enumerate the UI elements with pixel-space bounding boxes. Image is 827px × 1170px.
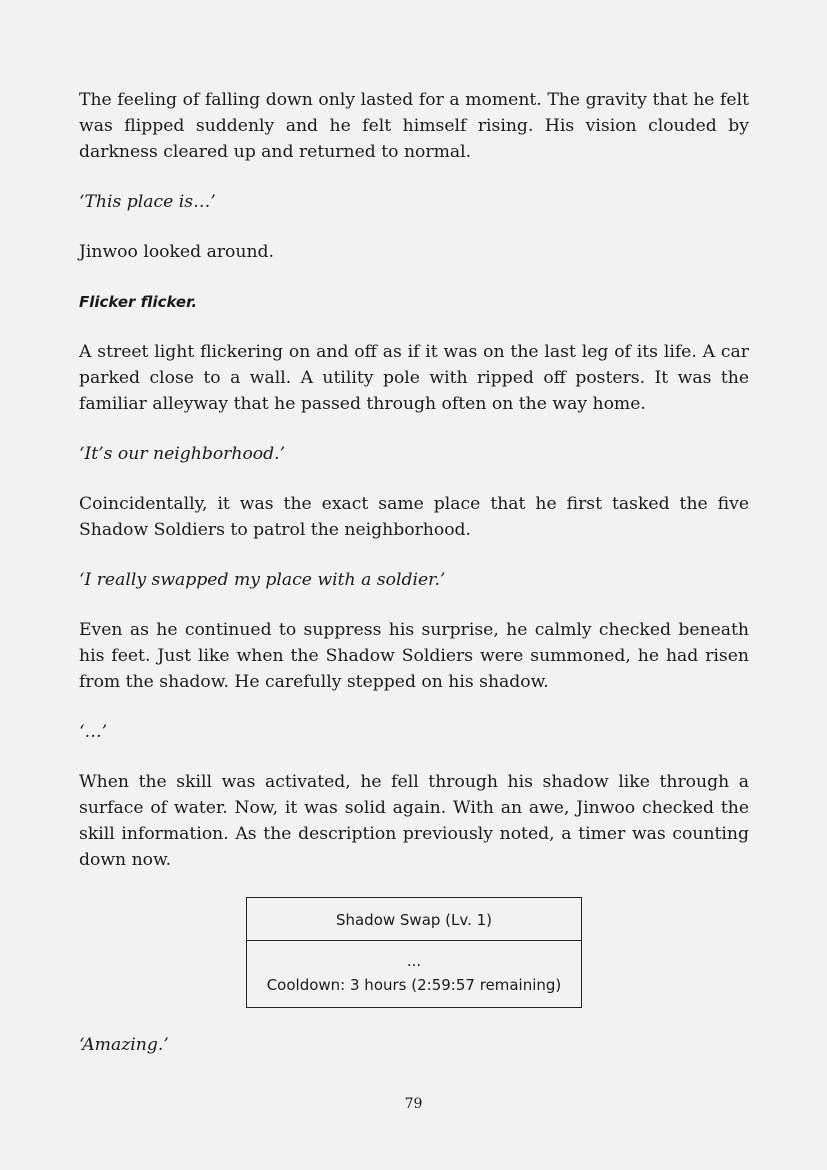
paragraph-street-light: A street light flickering on and off as if it was on the last leg of its life. A car parked close to a wall. A utility pole with ripped off posters. It was the familiar alleyway that he passed through often on the way home. xyxy=(79,342,749,414)
paragraph-falling: The feeling of falling down only lasted for a moment. The gravity that he felt was flipped suddenly and he felt himself rising. His vision clouded by darkness cleared up and returned to normal. xyxy=(79,90,749,162)
page-content xyxy=(79,87,749,1082)
sound-effect-flicker: Flicker flicker. xyxy=(79,293,198,311)
thought-amazing: ‘Amazing.’ xyxy=(79,1035,169,1055)
thought-this-place: ‘This place is…’ xyxy=(79,192,216,212)
paragraph-coincidentally: Coincidentally, it was the exact same place that he first tasked the five Shadow Soldiers to patrol the neighborhood. xyxy=(79,494,749,540)
page-number: 79 xyxy=(404,1096,423,1112)
skill-ellipsis: ... xyxy=(406,952,422,970)
skill-cooldown: Cooldown: 3 hours (2:59:57 remaining) xyxy=(266,976,562,994)
paragraph-skill-activated: When the skill was activated, he fell through his shadow like through a surface of water. Now, it was solid again. With an awe, Jinwoo checked the skill information. As the description previously noted, a timer was counting down now. xyxy=(79,772,749,870)
paragraph-looked-around: Jinwoo looked around. xyxy=(79,242,274,262)
paragraph-suppress-surprise: Even as he continued to suppress his surprise, he calmly checked beneath his feet. Just like when the Shadow Soldiers were summoned, he had risen from the shadow. He carefully stepped on his shadow. xyxy=(79,620,749,692)
skill-info-box xyxy=(246,897,582,1008)
thought-swapped: ‘I really swapped my place with a soldier.’ xyxy=(79,570,446,590)
skill-title: Shadow Swap (Lv. 1) xyxy=(247,898,581,941)
thought-ellipsis: ‘…’ xyxy=(79,722,108,742)
thought-neighborhood: ‘It’s our neighborhood.’ xyxy=(79,444,286,464)
skill-body xyxy=(247,941,581,1007)
